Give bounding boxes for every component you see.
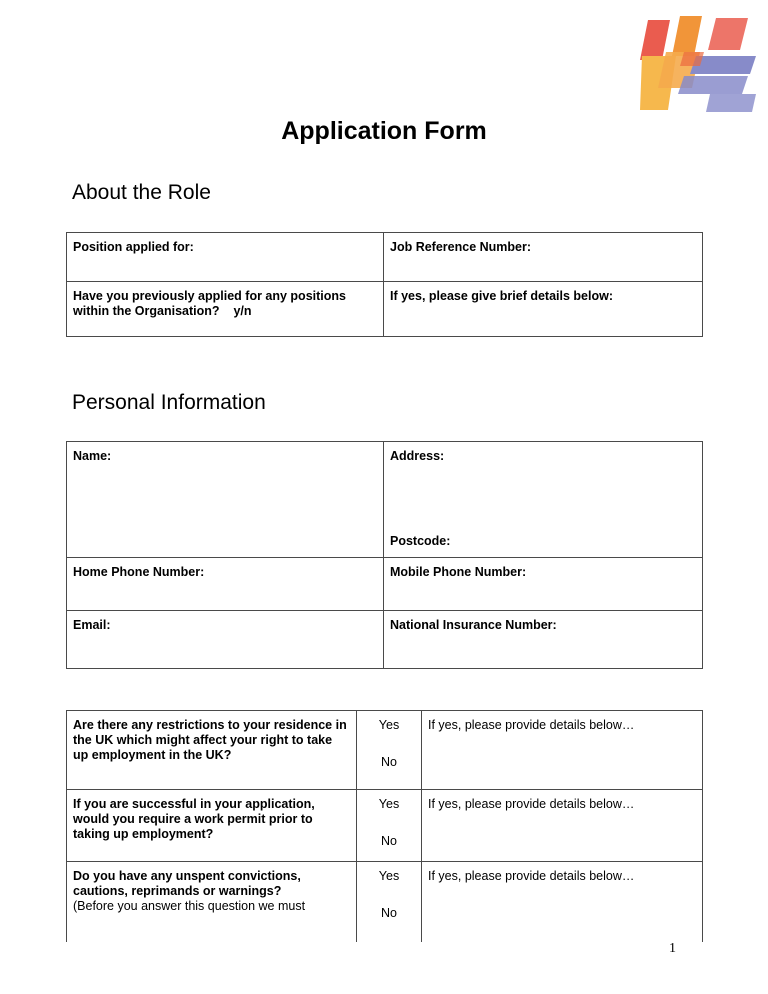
no-option[interactable]: No xyxy=(381,834,397,848)
ni-number-field[interactable] xyxy=(384,611,703,669)
mobile-phone-label: Mobile Phone Number: xyxy=(390,565,527,579)
previously-applied-yn: y/n xyxy=(233,304,252,318)
address-field[interactable] xyxy=(384,442,703,558)
yes-no-options[interactable] xyxy=(357,790,422,862)
ni-number-label: National Insurance Number: xyxy=(390,618,557,632)
logo-shape xyxy=(672,16,702,56)
yes-option[interactable]: Yes xyxy=(378,869,400,883)
logo-shape xyxy=(680,52,704,66)
details-field[interactable] xyxy=(422,790,703,862)
job-reference-field[interactable] xyxy=(384,233,703,282)
logo-shape xyxy=(708,18,748,50)
questions-table xyxy=(66,710,703,942)
section-heading-role: About the Role xyxy=(72,181,211,204)
home-phone-field[interactable] xyxy=(67,558,384,611)
logo-shape xyxy=(640,20,670,60)
question-text: Do you have any unspent convictions, cautions, reprimands or warnings? (Before you answer this question we must xyxy=(67,862,357,942)
logo-shape xyxy=(678,76,748,94)
postcode-label: Postcode: xyxy=(390,534,451,548)
yes-no-options[interactable] xyxy=(357,862,422,942)
no-option[interactable]: No xyxy=(381,906,397,920)
yes-option[interactable]: Yes xyxy=(378,797,400,811)
name-field[interactable] xyxy=(67,442,384,558)
address-label: Address: xyxy=(390,449,445,463)
job-reference-label: Job Reference Number: xyxy=(390,240,532,254)
organisation-logo xyxy=(640,16,756,112)
details-label: If yes, please provide details below… xyxy=(428,869,635,883)
question-row xyxy=(67,711,703,790)
email-label: Email: xyxy=(73,618,111,632)
question-text: Are there any restrictions to your residence in the UK which might affect your right to take up employment in the UK? xyxy=(67,711,357,790)
role-table xyxy=(66,232,703,337)
question-row xyxy=(67,790,703,862)
yes-option[interactable]: Yes xyxy=(378,718,400,732)
previous-details-field[interactable] xyxy=(384,282,703,337)
previous-details-label: If yes, please give brief details below: xyxy=(390,289,613,303)
details-label: If yes, please provide details below… xyxy=(428,797,635,811)
home-phone-label: Home Phone Number: xyxy=(73,565,205,579)
previously-applied-label: Have you previously applied for any positions within the Organisation? xyxy=(73,289,346,318)
question-note: (Before you answer this question we must xyxy=(73,899,306,913)
no-option[interactable]: No xyxy=(381,755,397,769)
logo-shape xyxy=(706,94,756,112)
section-heading-personal: Personal Information xyxy=(72,391,266,414)
page-title: Application Form xyxy=(281,117,487,145)
details-field[interactable] xyxy=(422,862,703,942)
page-number: 1 xyxy=(669,941,676,956)
personal-info-table xyxy=(66,441,703,669)
details-label: If yes, please provide details below… xyxy=(428,718,635,732)
question-text: If you are successful in your application, would you require a work permit prior to taking up employment? xyxy=(67,790,357,862)
yes-no-options[interactable] xyxy=(357,711,422,790)
details-field[interactable] xyxy=(422,711,703,790)
position-applied-field[interactable] xyxy=(67,233,384,282)
email-field[interactable] xyxy=(67,611,384,669)
previously-applied-field[interactable] xyxy=(67,282,384,337)
question-row xyxy=(67,862,703,942)
position-applied-label: Position applied for: xyxy=(73,240,194,254)
mobile-phone-field[interactable] xyxy=(384,558,703,611)
name-label: Name: xyxy=(73,449,112,463)
